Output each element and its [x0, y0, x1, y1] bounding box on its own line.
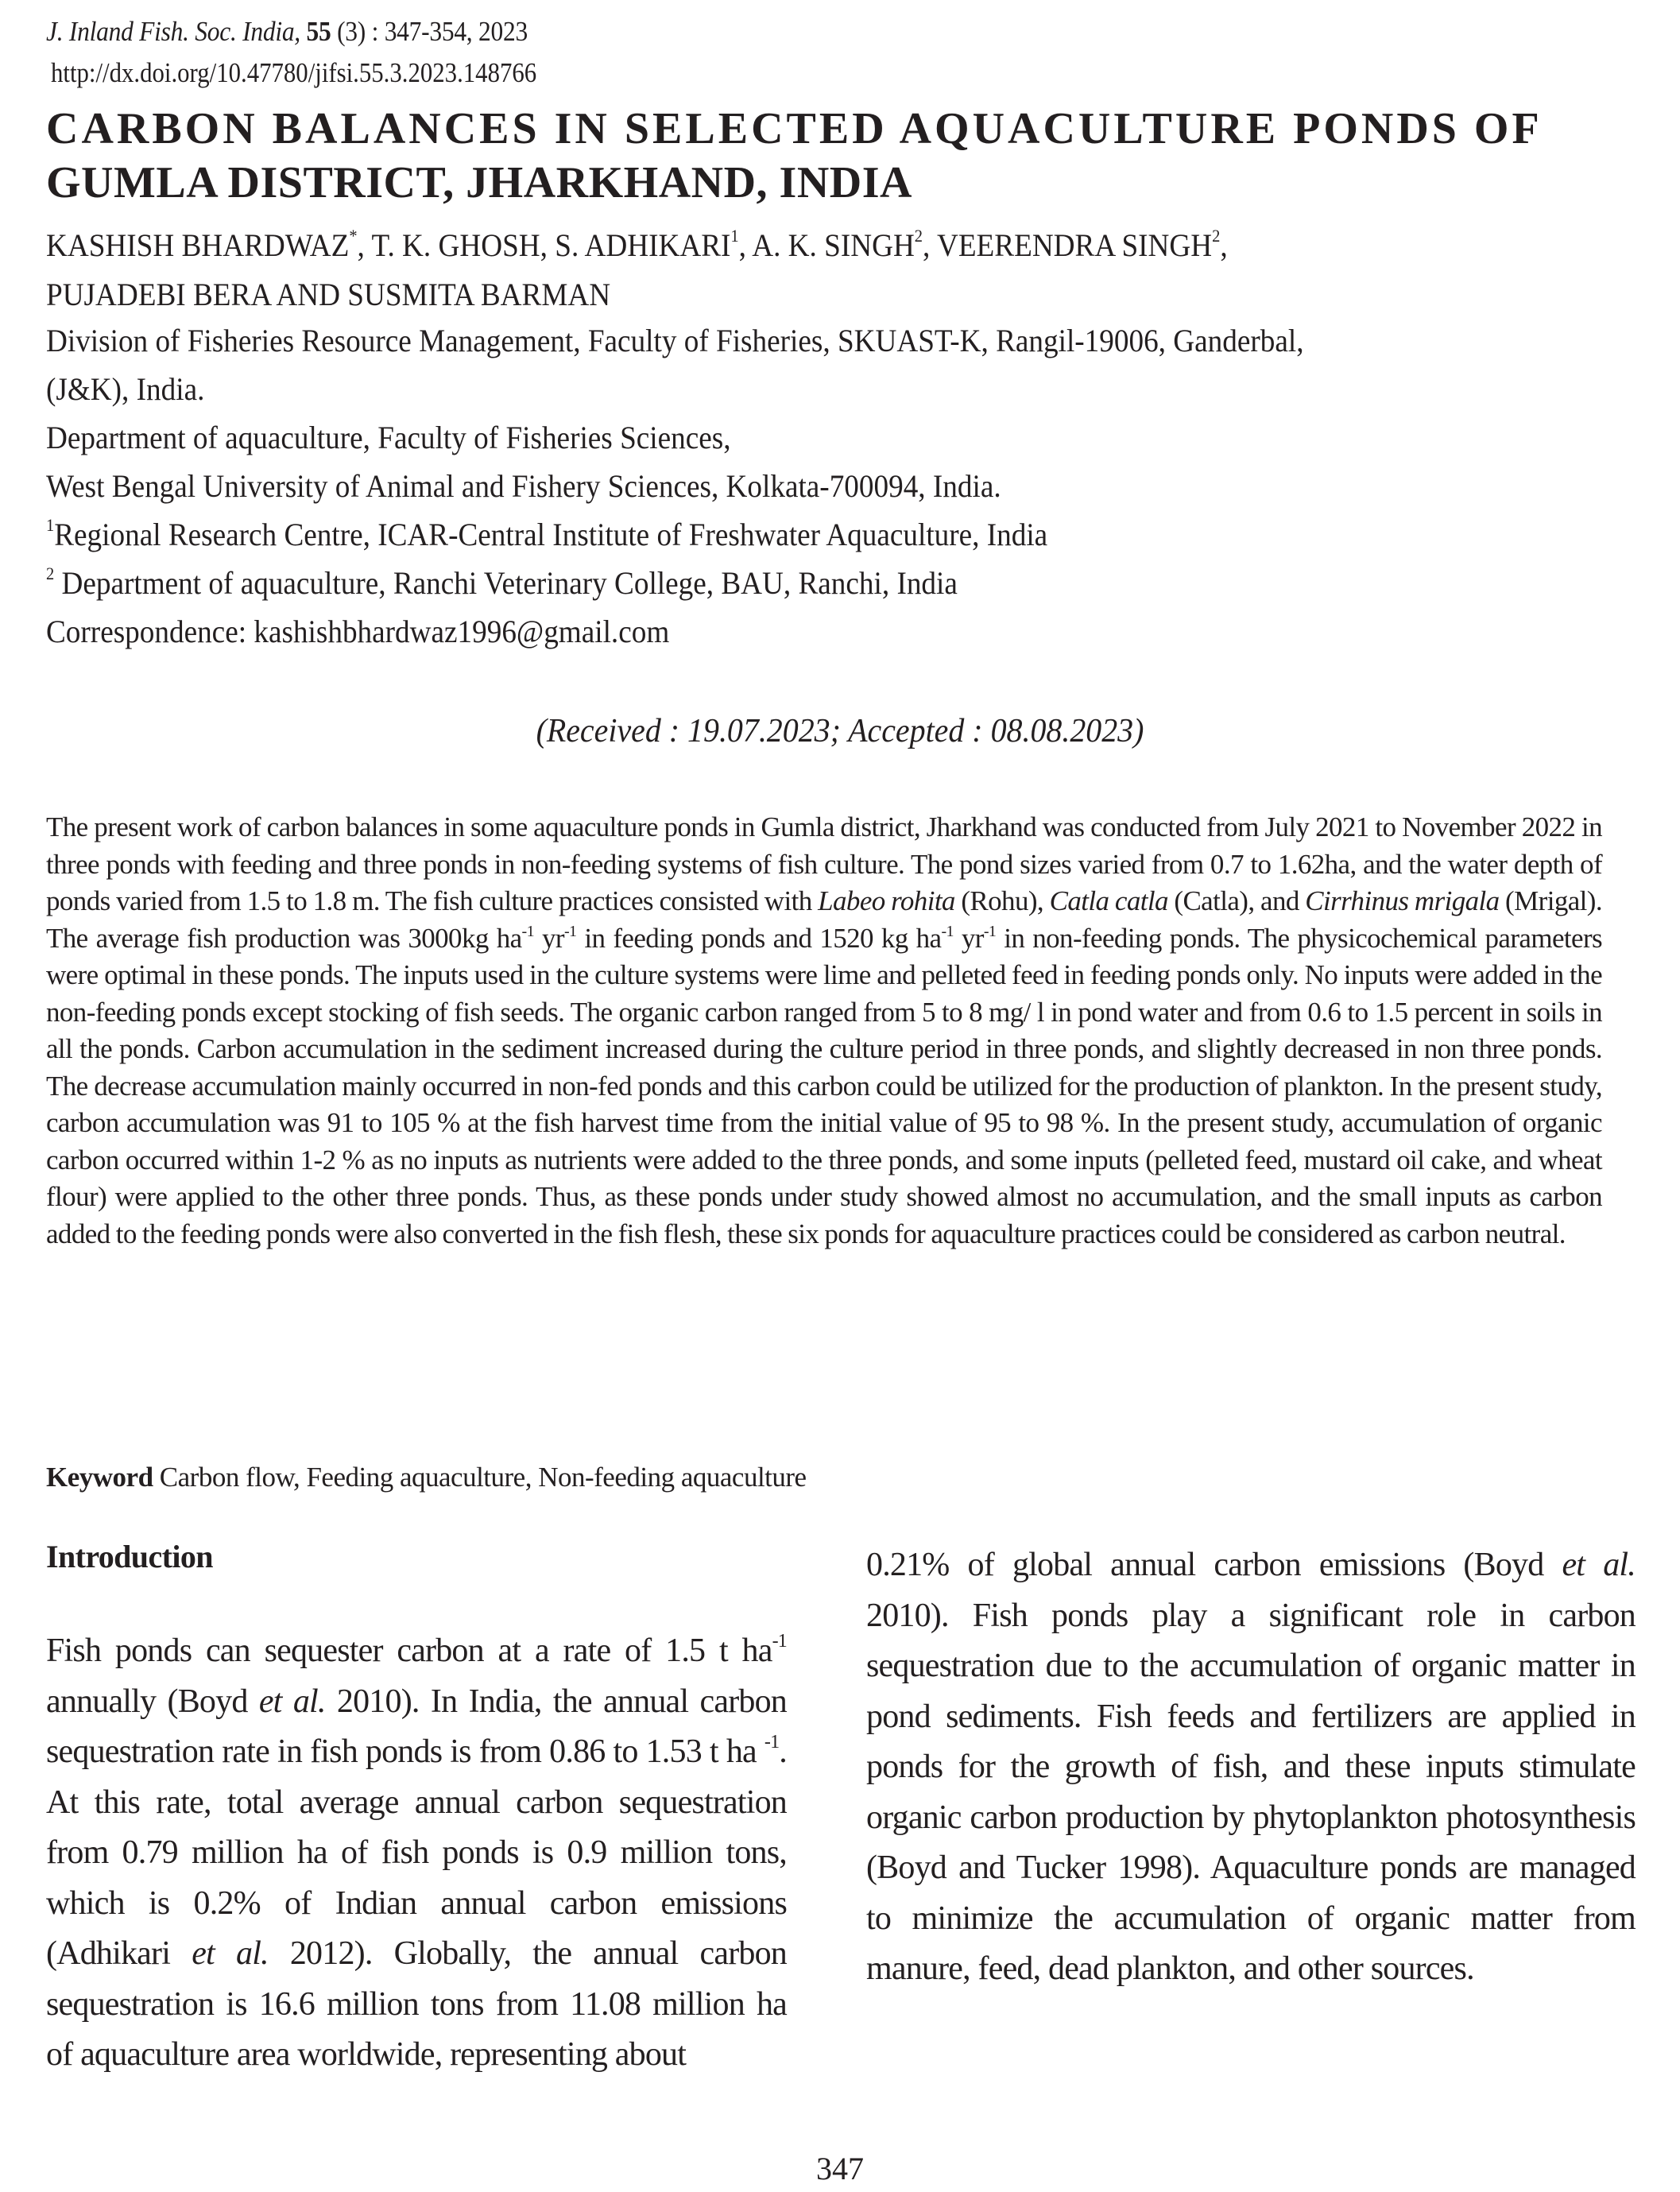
keywords-label: Keyword [46, 1462, 153, 1493]
correspondence-email[interactable]: Correspondence: kashishbhardwaz1996@gmail.com [46, 614, 670, 649]
affiliation-line: $^1$Regional Research Centre, ICAR-Central Institute of Freshwater Aquaculture, India [46, 515, 1048, 552]
author-name: PUJADEBI BERA AND SUSMITA BARMAN [46, 277, 611, 312]
journal-citation [46, 11, 528, 52]
paper-title [46, 102, 1643, 210]
journal-issue-pages-year: (3) : 347-354, 2023 [331, 16, 528, 47]
affiliations [46, 316, 1531, 656]
species-name: Catla catla [1049, 885, 1168, 916]
affiliation-line: Division of Fisheries Resource Management, Faculty of Fisheries, SKUAST-K, Rangil-19006, Ganderbal, [46, 323, 1304, 358]
affiliation-line: Department of aquaculture, Faculty of Fisheries Sciences, [46, 420, 731, 455]
page-number: 347 [816, 2151, 864, 2186]
title-line-1: CARBON BALANCES IN SELECTED AQUACULTURE PONDS OF [46, 104, 1543, 153]
author-name: T. K. GHOSH [371, 227, 540, 263]
affiliation-line: (J&K), India. [46, 371, 205, 407]
author-name: S. ADHIKARI [555, 227, 731, 263]
author-mark: 2 [1212, 226, 1221, 246]
intro-column-left: Fish ponds can sequester carbon at a rate of 1.5 t $ha^{-1}$ annually (Boyd et al. 2010). In India, the annual carbon sequestration rate in fish ponds is from 0.86 to 1.53 t ha $^{-1}$. At this rate, total average annual carbon sequestration from 0.79 million ha of fish ponds is 0.9 million tons, which is 0.2% of Indian annual carbon emissions (Adhikari et al. 2012). Globally, the annual carbon sequestration is 16.6 million tons from 11.08 million ha of aquaculture area worldwide, representing about [46, 1631, 787, 2073]
doi-link[interactable]: http://dx.doi.org/10.47780/jifsi.55.3.2023.148766 [51, 57, 537, 88]
author-name: VEERENDRA SINGH [936, 227, 1213, 263]
journal-name: J. Inland Fish. Soc. India, [46, 16, 300, 47]
author-name: KASHISH BHARDWAZ [46, 227, 350, 263]
affiliation-line: $^2$ Department of aquaculture, Ranchi Veterinary College, BAU, Ranchi, India [46, 563, 958, 601]
author-mark: 1 [730, 226, 739, 246]
journal-volume: 55 [306, 16, 331, 47]
abstract-paragraph: The present work of carbon balances in some aquaculture ponds in Gumla district, Jharkhand was conducted from July 2021 to November 2022 in three ponds with feeding and three ponds in non-feeding systems of fish culture. The pond sizes varied from 0.7 to 1.62ha, and the water depth of ponds varied from 1.5 to 1.8 m. The fish culture practices consisted with Labeo rohita (Rohu), Catla catla (Catla), and Cirrhinus mrigala (Mrigal). The average fish production was 3000kg $ha^{-1}$ $yr^{-1}$ in feeding ponds and 1520 kg $ha^{-1}$ $yr^{-1}$ in non-feeding ponds. The physicochemical parameters were optimal in these ponds. The inputs used in the culture systems were lime and pelleted feed in feeding ponds only. No inputs were added in the non-feeding ponds except stocking of fish seeds. The organic carbon ranged from 5 to 8 mg/ l in pond water and from 0.6 to 1.5 percent in soils in all the ponds. Carbon accumulation in the sediment increased during the culture period in three ponds, and slightly decreased in non three ponds. The decrease accumulation mainly occurred in non-fed ponds and this carbon could be utilized for the production of plankton. In the present study, carbon accumulation was 91 to 105 % at the fish harvest time from the initial value of 95 to 98 %. In the present study, accumulation of organic carbon occurred within 1-2 % as no inputs as nutrients were added to the three ponds, and some inputs (pelleted feed, mustard oil cake, and wheat flour) were applied to the other three ponds. Thus, as these ponds under study showed almost no accumulation, and the small inputs as carbon added to the feeding ponds were also converted in the fish flesh, these six ponds for aquaculture practices could be considered as carbon neutral. [46, 811, 1603, 1249]
author-name: A. K. SINGH [752, 227, 915, 263]
species-name: Cirrhinus mrigala [1305, 885, 1500, 916]
keywords [46, 1459, 807, 1496]
affiliation-mark: 1 [46, 515, 55, 535]
intro-column-right: 0.21% of global annual carbon emissions (Boyd et al. 2010). Fish ponds play a significant role in carbon sequestration due to the accumulation of organic matter in pond sediments. Fish feeds and fertilizers are applied in ponds for the growth of fish, and these inputs stimulate organic carbon production by phytoplankton photosynthesis (Boyd and Tucker 1998). Aquaculture ponds are managed to minimize the accumulation of organic matter from manure, feed, dead plankton, and other sources. [866, 1547, 1635, 1987]
species-name: Labeo rohita [818, 885, 955, 916]
author-mark: * [349, 226, 358, 246]
author-list: KASHISH BHARDWAZ*, T. K. GHOSH, S. ADHIKARI$^1$, A. K. SINGH$^2$, VEERENDRA SINGH$^2$, PUJADEBI BERA AND SUSMITA BARMAN [46, 226, 1228, 312]
section-heading-introduction: Introduction [46, 1539, 213, 1574]
author-mark: 2 [914, 226, 923, 246]
received-accepted-dates: (Received : 19.07.2023; Accepted : 08.08.2023) [536, 713, 1144, 749]
keywords-value: Carbon flow, Feeding aquaculture, Non-feeding aquaculture [153, 1462, 807, 1493]
title-line-2: GUMLA DISTRICT, JHARKHAND, INDIA [46, 158, 912, 207]
affiliation-line: West Bengal University of Animal and Fishery Sciences, Kolkata-700094, India. [46, 468, 1001, 504]
affiliation-mark: 2 [46, 563, 55, 583]
